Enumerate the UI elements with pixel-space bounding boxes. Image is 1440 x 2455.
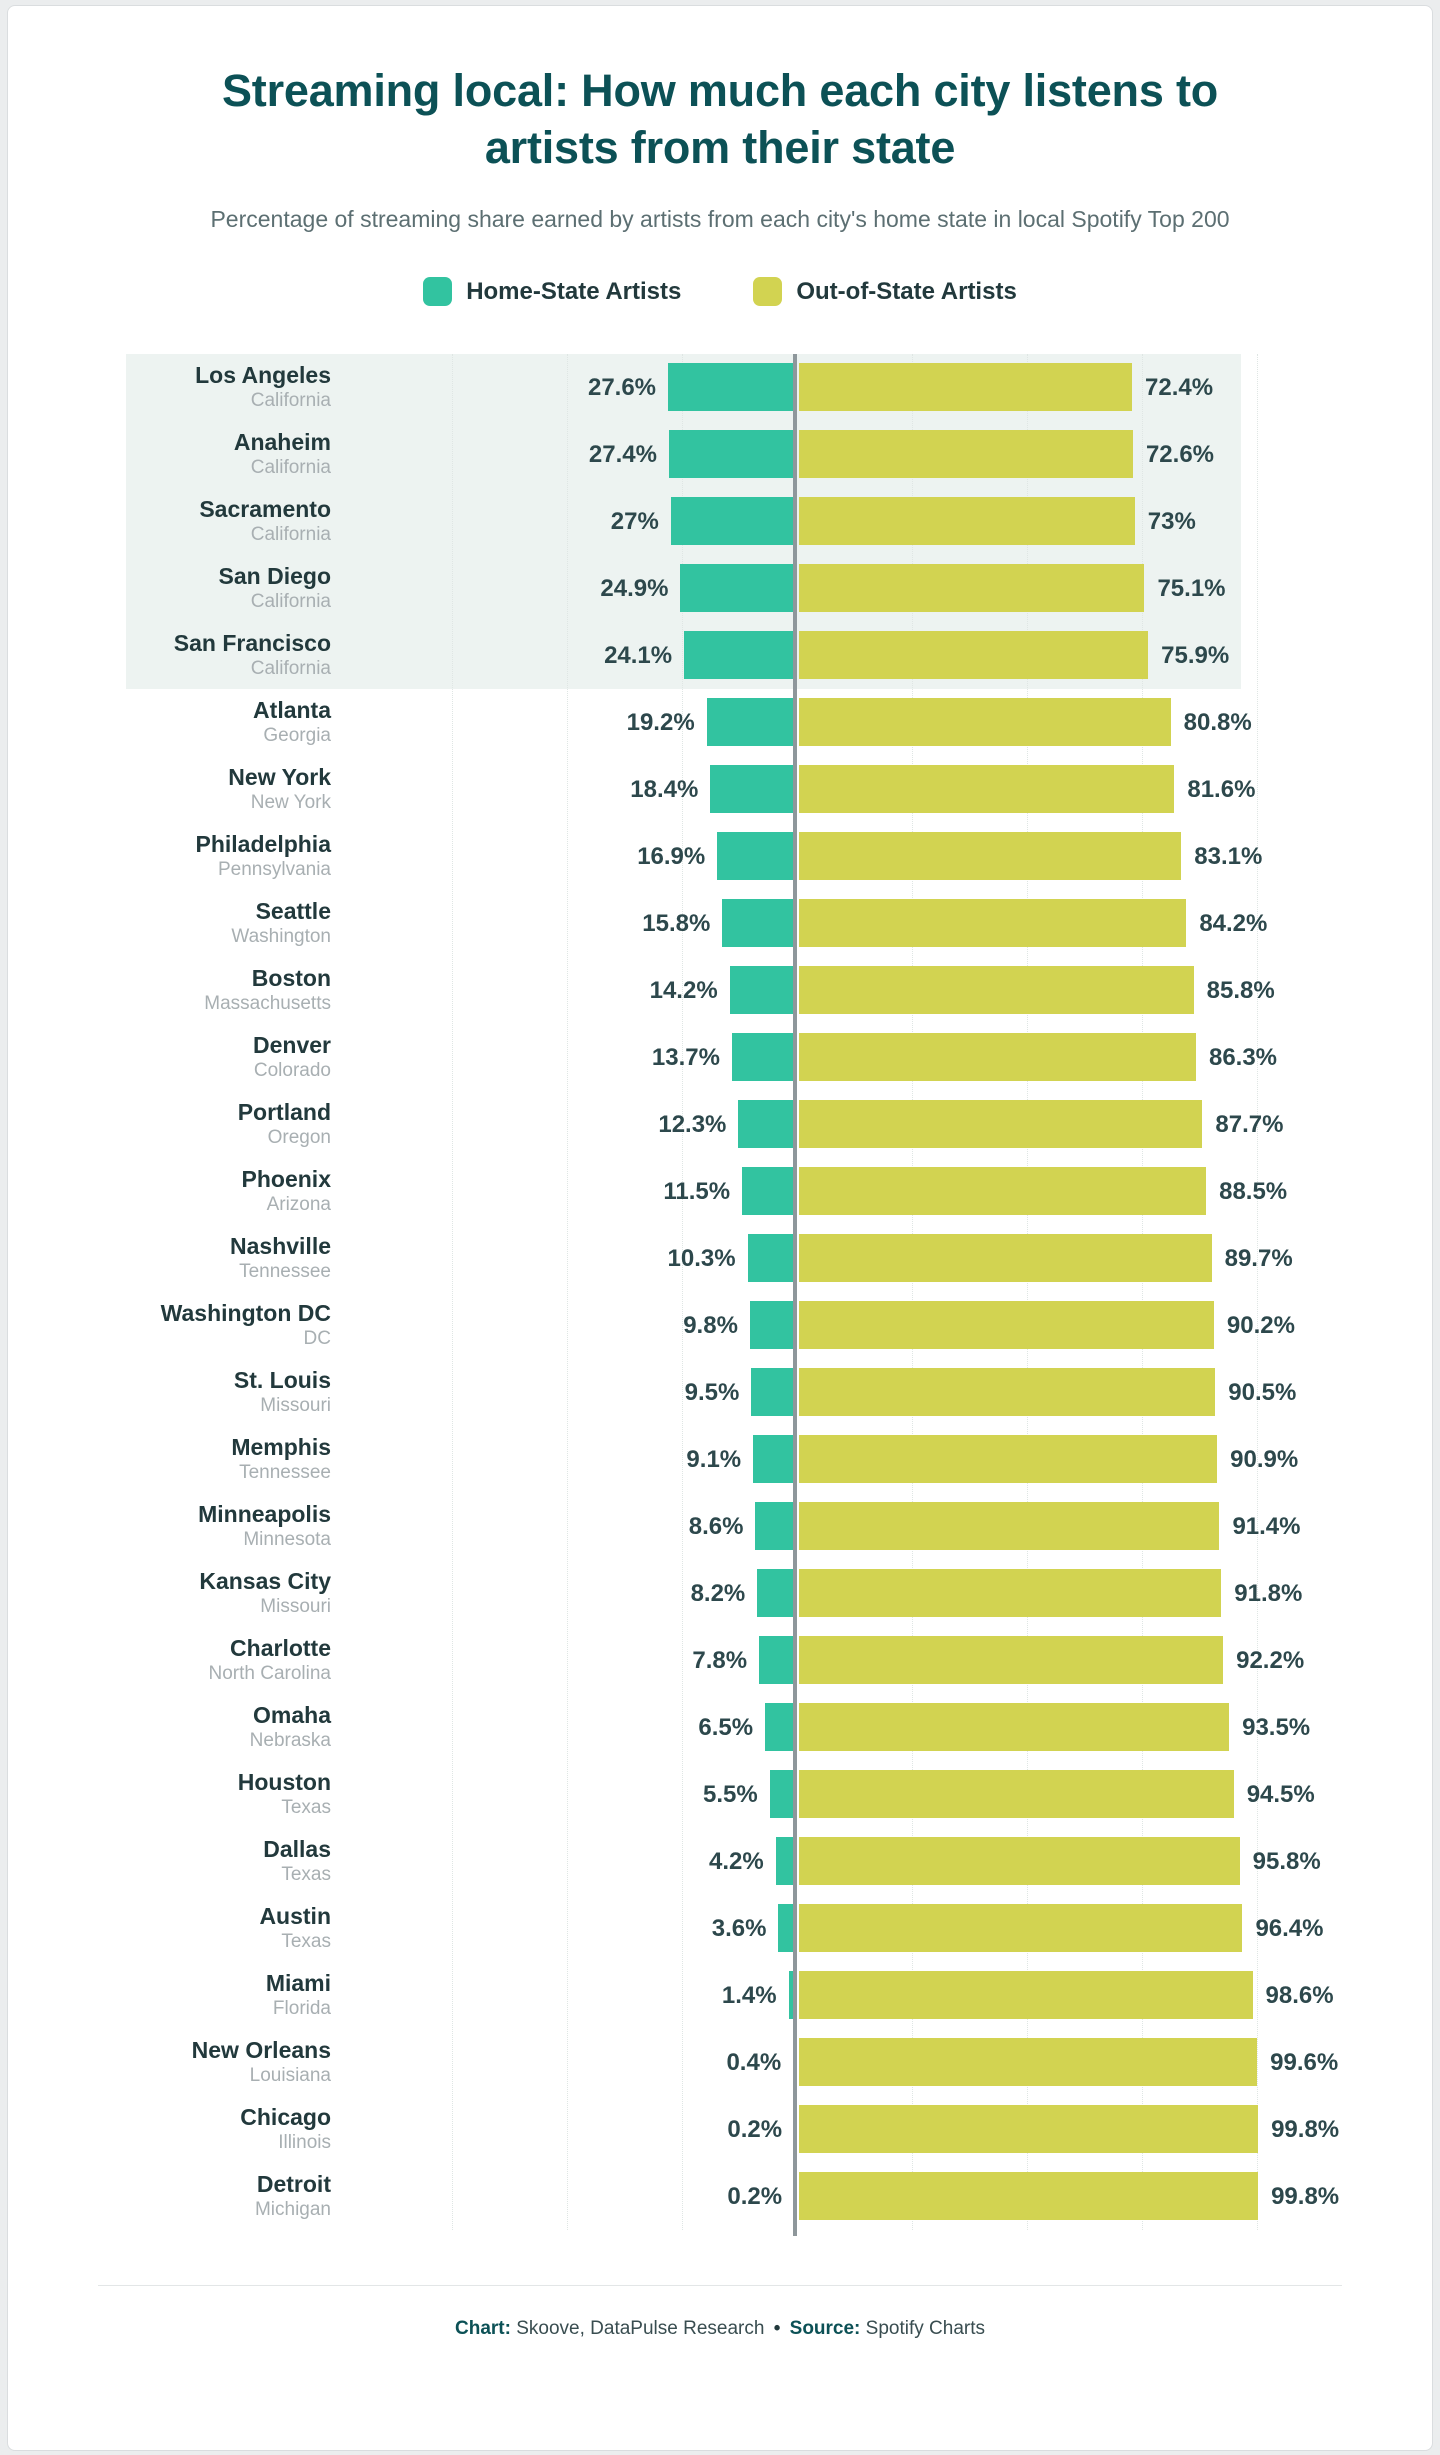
chart-row <box>8 890 1432 957</box>
out-of-state-share-bar <box>799 1502 1219 1550</box>
city-name: Denver <box>253 1032 331 1059</box>
out-share-value: 99.6% <box>1270 2049 1339 2077</box>
city-name: Nashville <box>230 1233 331 1260</box>
home-share-value: 13.7% <box>651 1044 720 1072</box>
out-of-state-share-bar <box>799 966 1194 1014</box>
city-name: Houston <box>237 1769 331 1796</box>
state-name: Tennessee <box>239 1462 331 1484</box>
home-share-value: 9.1% <box>686 1446 742 1474</box>
out-share-value: 81.6% <box>1187 776 1256 804</box>
city-name: Anaheim <box>233 429 331 456</box>
home-share-bar <box>722 899 795 947</box>
home-share-value: 10.3% <box>667 1245 736 1273</box>
home-share-bar <box>717 832 795 880</box>
chart-row <box>8 1158 1432 1225</box>
home-share-value: 27.6% <box>587 374 657 402</box>
home-share-bar <box>669 430 795 478</box>
out-of-state-share-bar <box>799 1636 1223 1684</box>
city-name: Chicago <box>240 2104 331 2131</box>
home-share-value: 6.5% <box>698 1714 754 1742</box>
city-name: New York <box>228 764 331 791</box>
home-share-value: 3.6% <box>711 1915 767 1943</box>
out-share-value: 87.7% <box>1215 1111 1284 1139</box>
chart-row <box>8 1493 1432 1560</box>
legend-label-out-of-state: Out-of-State Artists <box>796 277 1017 305</box>
state-name: Tennessee <box>239 1261 331 1283</box>
home-share-value: 27% <box>610 508 659 536</box>
home-share-value: 27.4% <box>588 441 657 469</box>
out-of-state-share-bar <box>799 497 1135 545</box>
home-share-value: 4.2% <box>708 1848 764 1876</box>
city-name: San Diego <box>218 563 331 590</box>
chart-credit-label: Chart: <box>455 2318 511 2340</box>
out-of-state-share-bar <box>799 1569 1221 1617</box>
out-of-state-share-bar <box>799 899 1186 947</box>
city-name: Portland <box>237 1099 331 1126</box>
home-share-bar <box>671 497 795 545</box>
out-of-state-share-bar <box>799 832 1181 880</box>
city-name: Los Angeles <box>195 362 331 389</box>
legend-item-home-state <box>423 277 681 306</box>
city-name: Seattle <box>255 898 331 925</box>
footer-separator: • <box>773 2318 781 2340</box>
state-name: New York <box>250 792 331 814</box>
out-share-value: 91.8% <box>1234 1580 1303 1608</box>
chart-row <box>8 421 1432 488</box>
state-name: California <box>250 658 331 680</box>
home-share-bar <box>770 1770 795 1818</box>
zero-axis-line <box>793 354 797 2236</box>
chart-row <box>8 1426 1432 1493</box>
out-share-value: 93.5% <box>1242 1714 1311 1742</box>
chart-row <box>8 1761 1432 1828</box>
home-share-bar <box>757 1569 795 1617</box>
chart-row <box>8 555 1432 622</box>
page-title: Streaming local: How much each city listens to artists from their state <box>221 65 1219 173</box>
state-name: California <box>250 524 331 546</box>
city-name: Memphis <box>231 1434 331 1461</box>
state-name: Texas <box>281 1797 331 1819</box>
chart-row <box>8 622 1432 689</box>
home-share-value: 8.6% <box>688 1513 744 1541</box>
chart-row <box>8 2029 1432 2096</box>
state-name: Florida <box>272 1998 331 2020</box>
home-share-bar <box>680 564 795 612</box>
state-name: Michigan <box>254 2199 331 2221</box>
out-of-state-share-bar <box>799 564 1144 612</box>
out-of-state-share-bar <box>799 1435 1217 1483</box>
city-name: Boston <box>251 965 331 992</box>
home-share-bar <box>742 1167 795 1215</box>
city-name: Dallas <box>263 1836 331 1863</box>
out-share-value: 73% <box>1147 508 1196 536</box>
chart-row <box>8 1627 1432 1694</box>
city-name: Phoenix <box>241 1166 331 1193</box>
chart-row <box>8 1560 1432 1627</box>
home-share-bar <box>748 1234 795 1282</box>
attribution-footer <box>8 2318 1432 2340</box>
out-share-value: 99.8% <box>1271 2116 1340 2144</box>
home-share-value: 11.5% <box>663 1178 731 1206</box>
diverging-bar-chart <box>8 354 1432 2230</box>
chart-row <box>8 689 1432 756</box>
home-share-bar <box>750 1301 795 1349</box>
home-share-value: 8.2% <box>690 1580 746 1608</box>
out-share-value: 75.1% <box>1157 575 1226 603</box>
out-share-value: 91.4% <box>1232 1513 1301 1541</box>
home-share-bar <box>668 363 795 411</box>
state-name: Texas <box>281 1864 331 1886</box>
chart-row <box>8 1359 1432 1426</box>
out-share-value: 95.8% <box>1252 1848 1321 1876</box>
out-of-state-share-bar <box>799 698 1171 746</box>
out-share-value: 99.8% <box>1271 2183 1340 2211</box>
state-name: California <box>250 591 331 613</box>
out-share-value: 98.6% <box>1265 1982 1334 2010</box>
out-of-state-share-bar <box>799 1234 1212 1282</box>
home-share-value: 0.4% <box>726 2049 782 2077</box>
chart-legend <box>8 277 1432 306</box>
chart-row <box>8 354 1432 421</box>
out-of-state-share-bar <box>799 1301 1214 1349</box>
city-name: Minneapolis <box>198 1501 331 1528</box>
out-of-state-share-bar <box>799 2172 1258 2220</box>
city-name: Omaha <box>253 1702 331 1729</box>
chart-row <box>8 1828 1432 1895</box>
home-state-swatch-icon <box>423 277 452 306</box>
chart-row <box>8 957 1432 1024</box>
chart-row <box>8 1091 1432 1158</box>
home-share-bar <box>755 1502 795 1550</box>
out-of-state-share-bar <box>799 363 1132 411</box>
legend-item-out-of-state <box>753 277 1016 306</box>
home-share-value: 18.4% <box>630 776 699 804</box>
out-of-state-share-bar <box>799 1837 1240 1885</box>
out-of-state-share-bar <box>799 1100 1202 1148</box>
home-share-value: 12.3% <box>658 1111 727 1139</box>
chart-row <box>8 1024 1432 1091</box>
out-share-value: 90.5% <box>1228 1379 1297 1407</box>
out-share-value: 85.8% <box>1206 977 1275 1005</box>
out-share-value: 75.9% <box>1161 642 1230 670</box>
chart-row <box>8 488 1432 555</box>
out-share-value: 83.1% <box>1194 843 1263 871</box>
home-share-value: 0.2% <box>727 2183 783 2211</box>
legend-label-home-state: Home-State Artists <box>466 277 682 305</box>
state-name: DC <box>303 1328 331 1350</box>
chart-row <box>8 1292 1432 1359</box>
chart-row <box>8 1225 1432 1292</box>
state-name: Oregon <box>267 1127 331 1149</box>
city-name: Washington DC <box>160 1300 331 1327</box>
home-share-value: 1.4% <box>721 1982 777 2010</box>
out-share-value: 72.6% <box>1145 441 1215 469</box>
state-name: Minnesota <box>243 1529 331 1551</box>
state-name: Colorado <box>253 1060 331 1082</box>
state-name: Louisiana <box>249 2065 331 2087</box>
state-name: Pennsylvania <box>217 859 331 881</box>
city-name: Philadelphia <box>195 831 331 858</box>
source-value: Spotify Charts <box>865 2318 985 2340</box>
chart-row <box>8 1962 1432 2029</box>
out-share-value: 90.2% <box>1226 1312 1295 1340</box>
out-share-value: 88.5% <box>1219 1178 1288 1206</box>
home-share-bar <box>730 966 795 1014</box>
home-share-bar <box>707 698 795 746</box>
out-share-value: 96.4% <box>1255 1915 1324 1943</box>
home-share-value: 14.2% <box>649 977 718 1005</box>
city-name: Kansas City <box>199 1568 331 1595</box>
home-share-value: 24.1% <box>604 642 673 670</box>
state-name: Missouri <box>260 1395 331 1417</box>
home-share-bar <box>765 1703 795 1751</box>
chart-row <box>8 2096 1432 2163</box>
out-share-value: 92.2% <box>1236 1647 1305 1675</box>
out-share-value: 90.9% <box>1230 1446 1299 1474</box>
home-share-value: 0.2% <box>727 2116 783 2144</box>
state-name: California <box>250 457 331 479</box>
out-share-value: 84.2% <box>1199 910 1268 938</box>
home-share-value: 5.5% <box>702 1781 758 1809</box>
state-name: Washington <box>231 926 331 948</box>
state-name: North Carolina <box>208 1663 331 1685</box>
chart-row <box>8 2163 1432 2230</box>
chart-row <box>8 1694 1432 1761</box>
home-share-bar <box>759 1636 795 1684</box>
home-share-bar <box>738 1100 795 1148</box>
out-of-state-share-bar <box>799 1971 1253 2019</box>
chart-row <box>8 823 1432 890</box>
infographic-card <box>7 5 1433 2451</box>
source-label: Source: <box>789 2318 861 2340</box>
home-share-bar <box>684 631 795 679</box>
out-share-value: 80.8% <box>1183 709 1252 737</box>
out-of-state-share-bar <box>799 765 1174 813</box>
home-share-bar <box>751 1368 795 1416</box>
out-of-state-share-bar <box>799 1167 1206 1215</box>
footer-divider <box>98 2285 1342 2286</box>
out-of-state-share-bar <box>799 1033 1196 1081</box>
city-name: San Francisco <box>173 630 331 657</box>
state-name: Nebraska <box>249 1730 331 1752</box>
state-name: California <box>250 390 331 412</box>
home-share-value: 15.8% <box>642 910 711 938</box>
home-share-value: 16.9% <box>637 843 706 871</box>
chart-row <box>8 1895 1432 1962</box>
city-name: Atlanta <box>253 697 331 724</box>
out-of-state-swatch-icon <box>753 277 782 306</box>
out-of-state-share-bar <box>799 2038 1257 2086</box>
out-share-value: 72.4% <box>1145 374 1214 402</box>
city-name: Charlotte <box>230 1635 331 1662</box>
home-share-bar <box>732 1033 795 1081</box>
out-of-state-share-bar <box>799 430 1133 478</box>
home-share-bar <box>710 765 795 813</box>
city-name: Miami <box>265 1970 331 1997</box>
state-name: Texas <box>281 1931 331 1953</box>
out-of-state-share-bar <box>799 1770 1234 1818</box>
home-share-value: 9.5% <box>684 1379 740 1407</box>
state-name: Missouri <box>260 1596 331 1618</box>
home-share-value: 19.2% <box>626 709 695 737</box>
city-name: Sacramento <box>199 496 331 523</box>
out-of-state-share-bar <box>799 1368 1215 1416</box>
home-share-value: 7.8% <box>692 1647 748 1675</box>
state-name: Massachusetts <box>204 993 331 1015</box>
home-share-value: 24.9% <box>600 575 669 603</box>
city-name: Austin <box>259 1903 331 1930</box>
state-name: Illinois <box>278 2132 331 2154</box>
chart-credit-value: Skoove, DataPulse Research <box>516 2318 765 2340</box>
out-of-state-share-bar <box>799 2105 1258 2153</box>
out-of-state-share-bar <box>799 1904 1242 1952</box>
out-share-value: 86.3% <box>1208 1044 1278 1072</box>
page-subtitle: Percentage of streaming share earned by artists from each city's home state in local Spotify Top 200 <box>210 206 1230 233</box>
out-of-state-share-bar <box>799 1703 1229 1751</box>
state-name: Arizona <box>266 1194 331 1216</box>
out-share-value: 94.5% <box>1246 1781 1315 1809</box>
city-name: Detroit <box>256 2171 331 2198</box>
state-name: Georgia <box>263 725 331 747</box>
city-name: St. Louis <box>233 1367 331 1394</box>
out-of-state-share-bar <box>799 631 1148 679</box>
chart-row <box>8 756 1432 823</box>
home-share-value: 9.8% <box>683 1312 738 1340</box>
city-name: New Orleans <box>191 2037 331 2064</box>
home-share-bar <box>753 1435 795 1483</box>
out-share-value: 89.7% <box>1224 1245 1293 1273</box>
